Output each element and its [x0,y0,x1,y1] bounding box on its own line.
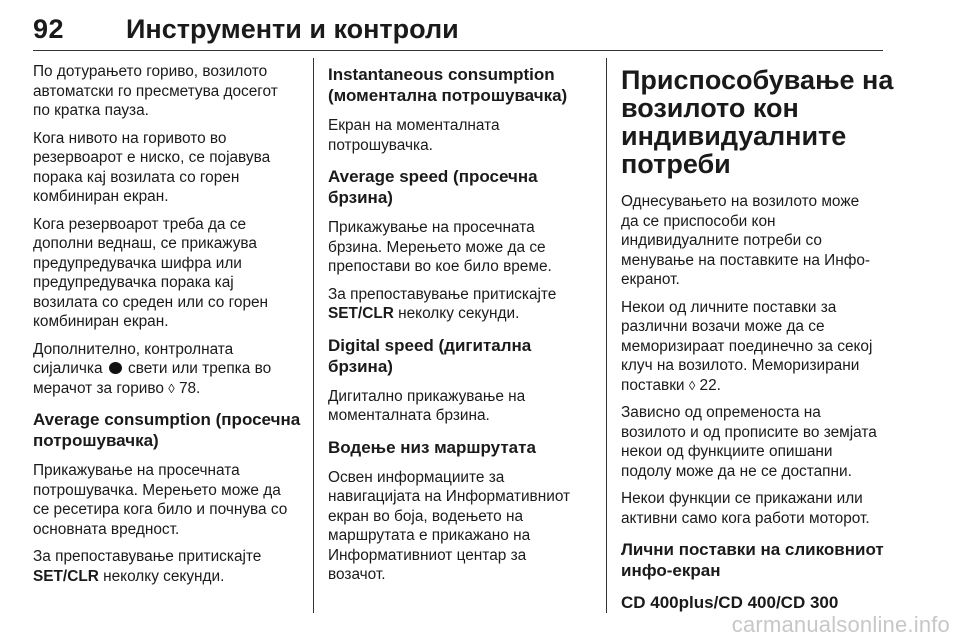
paragraph-memorized-settings [621,298,901,396]
fuel-lamp-text-before: Дополнително, контролната сијаличка [33,340,234,377]
watermark: carmanualsonline.info [731,612,950,637]
paragraph-personalization: Однесувањето на возилото може да се приспособи кон индивидуалните потреби со менување на поставките на Инфо- екранот. [621,193,871,288]
paragraph-route-guidance: Освен информациите за навигацијата на Информативниот екран во боја, водењето на маршрутата е прикажано на Информативниот центар за возачот. [328,468,571,583]
paragraph-average-speed: Прикажување на просечната брзина. Мерењето може да се препостави во кое било време. [328,219,552,275]
paragraph-reset-consumption [33,547,305,586]
reset-text-after: неколку секунди. [98,567,225,585]
paragraph-equipment-dependent: Зависно од опременоста на возилото и од прописите во земјата некои од функциите опишани подолу може да не се достапни. [621,404,877,480]
paragraph-average-consumption: Прикажување на просечната потрошувачка. Мерењето може да се ресетира кога било и почнува со основната вредност. [33,462,288,538]
fuel-warning-lamp-icon [109,362,122,374]
paragraph-refuel-warning: Кога резервоарот треба да се дополни веднаш, се прикажува предупредувачка шифра или предупредувачка порака кај возилата со среден или со горен комбиниран екран. [33,215,269,330]
fuel-lamp-text-after: свети или трепка во мерачот за гориво [33,360,272,397]
paragraph-instantaneous-consumption: Екран на моменталната потрошувачка. [328,117,500,154]
heading-digital-speed: Digital speed (дигитална брзина) [328,335,532,376]
heading-average-speed: Average speed (просечна брзина) [328,167,538,207]
heading-vehicle-personalization: Приспособување на возилото кон индивидуалните потреби [621,65,894,179]
page-number: 92 [33,14,65,44]
paragraph-reset-speed [328,285,600,324]
paragraph-digital-speed: Дигитално прикажување на моменталната брзина. [328,387,526,424]
memorized-page-ref: 22. [699,376,721,394]
paragraph-low-fuel: Кога нивото на горивото во резервоарот е ниско, се појавува порака кај возилата со горен комбиниран екран. [33,129,271,205]
column-2 [328,62,600,593]
memorized-text: Некои од личните поставки за различни возачи може да се меморизираат поединечно за секој клуч на возилото. Меморизирани поставки [621,298,873,394]
page-reference-icon: ◊ [688,377,696,393]
page-reference-icon: ◊ [168,380,175,396]
reset-text-before: За препоставување притискајте [33,548,262,565]
heading-instantaneous-consumption: Instantaneous consumption (моментална потрошувачка) [328,65,568,105]
heading-average-consumption: Average consumption (просечна потрошувачка) [33,410,301,450]
page-header [33,14,883,54]
column-1 [33,62,305,594]
section-title: Инструменти и контроли [126,14,459,44]
column-divider-1 [313,58,314,613]
heading-route-guidance: Водење низ маршрутата [328,437,536,457]
paragraph-range-calc: По дотурањето гориво, возилото автоматски го пресметува досегот по кратка пауза. [33,63,278,119]
set-clr-key: SET/CLR [328,305,394,322]
fuel-lamp-page-ref: 78. [178,379,201,397]
column-divider-2 [606,58,607,613]
reset-speed-text-before: За препоставување притискајте [328,285,557,303]
header-divider [33,50,883,51]
column-3 [621,66,901,623]
reset-speed-text-after: неколку секунди. [393,305,520,322]
heading-radio-models: CD 400plus/CD 400/CD 300 [621,593,839,612]
heading-personal-settings: Лични поставки на сликовниот инфо-екран [621,540,884,580]
paragraph-fuel-lamp [33,340,305,399]
paragraph-engine-running: Некои функции се прикажани или активни само кога работи моторот. [621,490,870,527]
set-clr-key: SET/CLR [33,567,99,585]
